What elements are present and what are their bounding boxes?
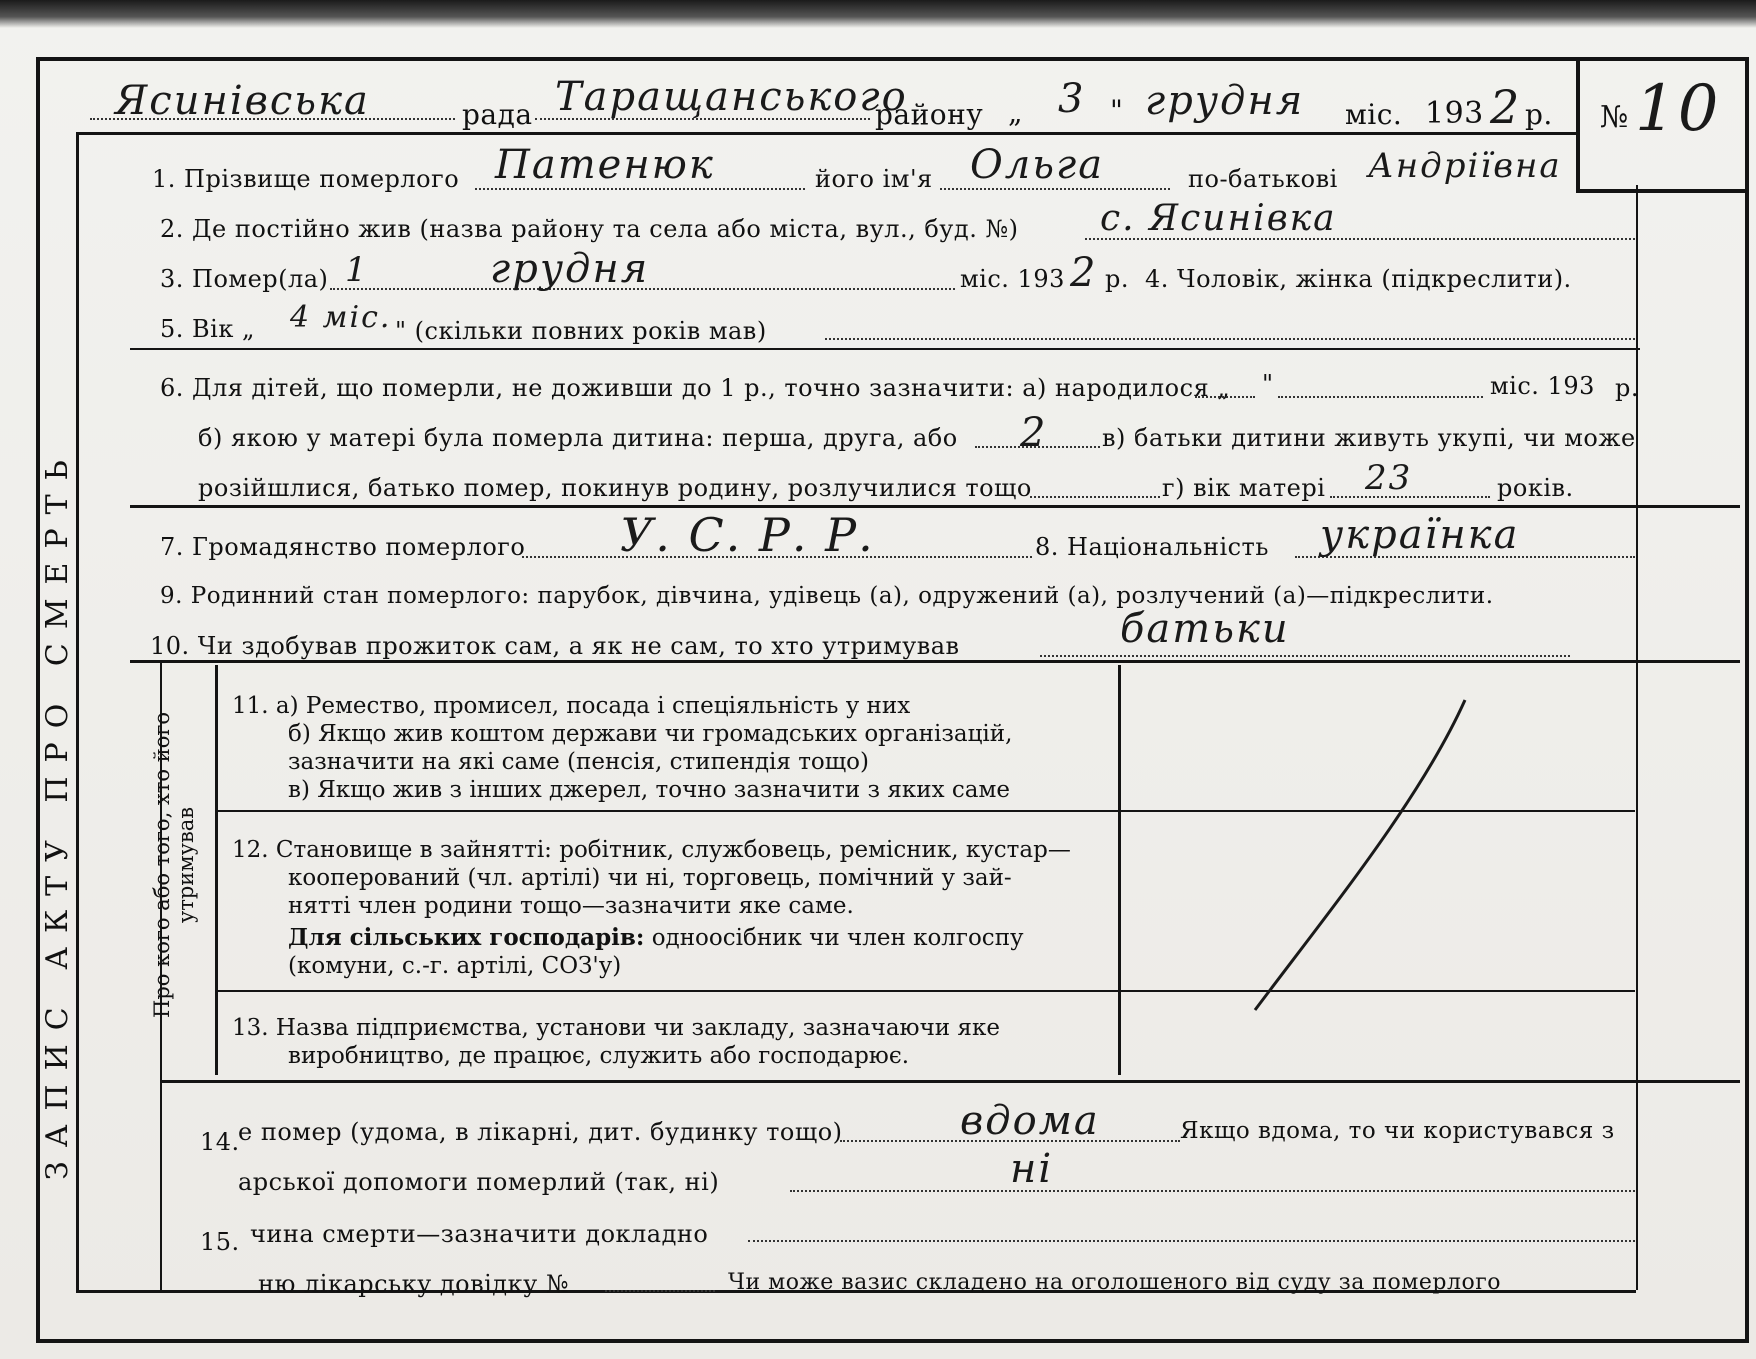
field13-block: [232, 1014, 1000, 1070]
header-mis: міс.: [1345, 98, 1403, 131]
field6-line3-a: розійшлися, батько помер, покинув родину, розлучилися тощо: [198, 474, 1032, 502]
field12-rest1: одноосібник чи член колгоспу: [644, 925, 1024, 951]
rule-sec3: [130, 660, 1740, 663]
field6-dots-b: [1278, 396, 1483, 398]
field14-label: е помер (удома, в лікарні, дит. будинку тощо): [238, 1118, 843, 1146]
rule-inner-left: [215, 665, 218, 1075]
field14-num: 14.: [200, 1128, 240, 1156]
field11-line-3: зазначити на які саме (пенсія, стипендія тощо): [288, 749, 869, 775]
field7-value: У. С. Р. Р.: [620, 508, 875, 562]
sidebar-small-title: Про кого або того, хто його утримував: [150, 712, 198, 1018]
header-year-digit: 2: [1490, 80, 1522, 134]
field1-label: 1. Прізвище померлого: [152, 165, 460, 193]
field12-block: [232, 836, 1071, 980]
field8-label: 8. Національність: [1035, 533, 1269, 561]
rule-header: [76, 132, 1576, 135]
field15-num: 15.: [200, 1228, 240, 1256]
header-rayonu: району: [875, 98, 984, 131]
field6-line1: 6. Для дітей, що померли, не доживши до 1 р., точно зазначити: а) народилося „: [160, 374, 1231, 402]
rule-right: [1636, 185, 1638, 1290]
header-council: Ясинівська: [115, 78, 370, 124]
field3-r: р.: [1105, 265, 1129, 293]
field2-label: 2. Де постійно жив (назва району та села або міста, вул., буд. №): [160, 215, 1019, 243]
field6-line1-end: міс. 193: [1490, 372, 1595, 400]
field6-dots-d: [1030, 496, 1160, 498]
field2-value: с. Ясинівка: [1100, 198, 1337, 239]
field1-name: Ольга: [970, 142, 1105, 188]
field1-dots-surname: [475, 188, 805, 190]
field1-surname: Патенюк: [495, 142, 715, 188]
field6-dots-a: [1195, 396, 1255, 398]
rule-left: [76, 132, 79, 1290]
field12-line-2: кооперований (чл. артілі) чи ні, торговець, помічний у зай-: [288, 865, 1012, 891]
field11-line-2: б) Якщо жив коштом держави чи громадських організацій,: [288, 721, 1013, 747]
field14-dots-2: [790, 1190, 1635, 1192]
field15-line2-b: Чи може вазис складено на оголошеного від суду за померлого: [728, 1270, 1501, 1295]
field5-dots: [825, 338, 1635, 340]
sidebar-title: ЗАПИС АКТУ ПРО СМЕРТЬ: [40, 446, 75, 1180]
header-r: р.: [1525, 98, 1553, 131]
field6-line3-c: років.: [1497, 474, 1574, 502]
field14-rest: Якщо вдома, то чи користувався з: [1180, 1118, 1615, 1144]
field3-day: 1: [345, 250, 369, 290]
field10-label: 10. Чи здобував прожиток сам, а як не сам, то хто утримував: [150, 632, 960, 660]
field6-line3-b: г) вік матері: [1162, 474, 1326, 502]
header-month: грудня: [1145, 78, 1305, 124]
rule-mid: [1118, 665, 1121, 1075]
field3-year: 2: [1070, 250, 1098, 296]
field5-value: 4 міс.: [290, 300, 392, 335]
field12-line-3: нятті член родини тощо—зазначити яке саме.: [288, 893, 854, 919]
header-number: 10: [1635, 72, 1721, 146]
field6-line2-a: б) якою у матері була померла дитина: перша, друга, або: [198, 424, 958, 452]
field14-line2: арської допомоги померлий (так, ні): [238, 1168, 720, 1196]
field1-dots-name: [940, 188, 1170, 190]
field12-line-1: 12. Становище в зайнятті: робітник, службовець, ремісник, кустар—: [232, 837, 1071, 863]
field3-label: 3. Помер(ла): [160, 265, 329, 293]
rule-sec2: [130, 505, 1740, 508]
header-district: Таращанського: [555, 74, 908, 120]
scan-edge-shadow: [0, 0, 1756, 28]
field12-farmers-line: [232, 924, 1071, 952]
field15-line2-a: ню лікарську довідку №: [258, 1270, 570, 1298]
field11-line-4: в) Якщо жив з інших джерел, точно зазначити з яких саме: [288, 777, 1010, 803]
field6-line1-r: р.: [1615, 374, 1639, 402]
field1-name-label: його ім'я: [815, 165, 933, 193]
strike-line: [1240, 690, 1480, 1020]
field15-dots-2: [605, 1290, 715, 1292]
header-year-printed: 193: [1425, 96, 1484, 131]
field10-value: батьки: [1120, 606, 1290, 652]
field12-bold: Для сільських господарів:: [288, 924, 645, 951]
header-date-open: „: [1008, 96, 1024, 129]
field4-label: 4. Чоловік, жінка (підкреслити).: [1145, 265, 1572, 293]
field6-mother-age: 23: [1365, 458, 1413, 498]
field5-label: 5. Вік „: [160, 315, 255, 343]
field3-mis: міс. 193: [960, 265, 1065, 293]
field5-suffix: " (скільки повних років мав): [395, 317, 767, 345]
field6-line2-b: в) батьки дитини живуть укупі, чи може: [1102, 424, 1636, 452]
field14-value: вдома: [960, 1098, 1100, 1144]
rule-sec1: [130, 348, 1640, 350]
field1-patronymic: Андріївна: [1368, 146, 1562, 186]
field10-dots: [1040, 655, 1570, 657]
field6-line1-mid: ": [1262, 370, 1274, 398]
field14-line2-value: ні: [1010, 1146, 1054, 1192]
header-no-label: №: [1600, 100, 1629, 135]
field15-label: чина смерти—зазначити докладно: [250, 1220, 709, 1248]
field3-month: грудня: [490, 246, 650, 292]
field9-label: 9. Родинний стан померлого: парубок, дівчина, удівець (а), одружений (а), розлучений (а)—підкреслити.: [160, 583, 1494, 609]
field11-block: [232, 692, 1012, 804]
field15-dots: [748, 1240, 1635, 1242]
field1-patronymic-label: по-батькові: [1188, 165, 1338, 193]
field13-line-1: 13. Назва підприємства, установи чи закладу, зазначаючи яке: [232, 1015, 1000, 1041]
field13-line-2: виробництво, де працює, служить або господарює.: [288, 1043, 910, 1069]
rule-row13: [160, 1080, 1740, 1083]
header-day: 3: [1058, 76, 1086, 122]
field12-rest2: (комуни, с.-г. артілі, СОЗ'у): [288, 953, 622, 979]
header-rada: рада: [462, 98, 533, 131]
field7-label: 7. Громадянство померлого: [160, 533, 526, 561]
field8-value: українка: [1320, 512, 1520, 558]
field11-line-1: 11. а) Ремество, промисел, посада і спеціяльність у них: [232, 693, 911, 719]
header-date-close: ": [1110, 94, 1124, 127]
field6-line2-value: 2: [1020, 410, 1048, 456]
